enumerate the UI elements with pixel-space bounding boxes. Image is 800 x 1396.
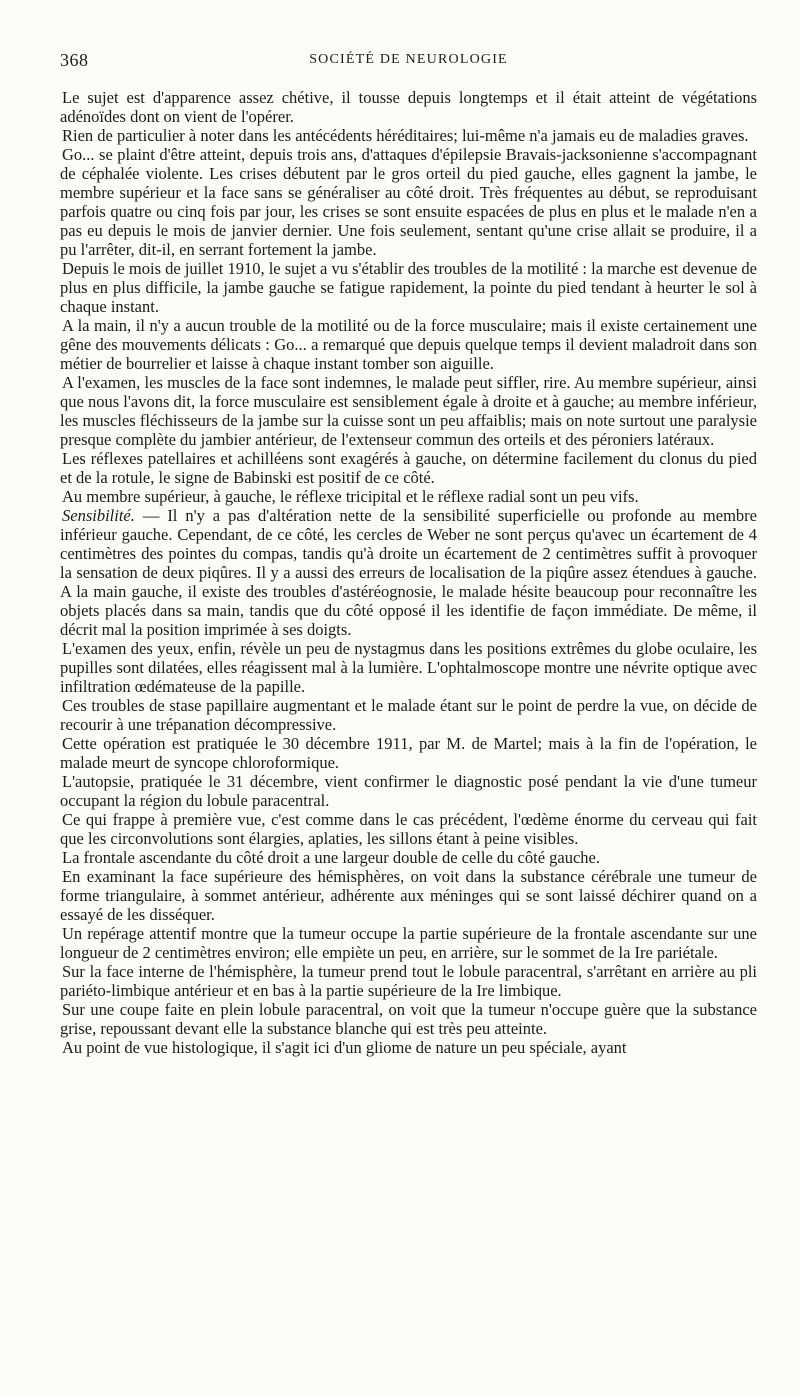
paragraph-14: Ce qui frappe à première vue, c'est comme dans le cas précédent, l'œdème énorme du cerveau qui fait que les circonvolutions sont élargies, aplaties, les sillons étant à peine visibles. (60, 810, 757, 848)
paragraph-20: Au point de vue histologique, il s'agit ici d'un gliome de nature un peu spéciale, ayant (62, 1038, 627, 1057)
paragraph-10: L'examen des yeux, enfin, révèle un peu de nystagmus dans les positions extrêmes du globe oculaire, les pupilles sont dilatées, elles réagissent mal à la lumière. L'ophtalmoscope montre une névrite optique avec infiltration œdémateuse de la papille. (60, 639, 757, 696)
page-header (60, 50, 757, 74)
paragraph-11: Ces troubles de stase papillaire augmentant et le malade étant sur le point de perdre la vue, on décide de recourir à une trépanation décompressive. (60, 696, 757, 734)
paragraph-12: Cette opération est pratiquée le 30 décembre 1911, par M. de Martel; mais à la fin de l'opération, le malade meurt de syncope chloroformique. (60, 734, 757, 772)
paragraph-5: A la main, il n'y a aucun trouble de la motilité ou de la force musculaire; mais il existe certainement une gêne des mouvements délicats : Go... a remarqué que depuis quelque temps il devient maladroit dans son métier de bourrelier et laisse à chaque instant tomber son aiguille. (60, 316, 757, 373)
paragraph-1: Le sujet est d'apparence assez chétive, il tousse depuis longtemps et il était atteint de végétations adénoïdes dont on vient de l'opérer. (60, 88, 757, 126)
paragraph-13: L'autopsie, pratiquée le 31 décembre, vient confirmer le diagnostic posé pendant la vie d'une tumeur occupant la région du lobule paracentral. (60, 772, 757, 810)
paragraph-3: Go... se plaint d'être atteint, depuis trois ans, d'attaques d'épilepsie Bravais-jacksonienne s'accompagnant de céphalée violente. Les crises débutent par le gros orteil du pied gauche, elles gagnent la jambe, le membre supérieur et la face sans se généraliser au côté droit. Très fréquentes au début, se reproduisant parfois quatre ou cinq fois par jour, les crises se sont ensuite espacées de plus en plus et le malade n'en a pas eu depuis le mois de janvier dernier. Une fois seulement, sentant qu'une crise allait se produire, il a pu l'arrêter, dit-il, en serrant fortement la jambe. (60, 145, 757, 259)
paragraph-19: Sur une coupe faite en plein lobule paracentral, on voit que la tumeur n'occupe guère que la substance grise, repoussant devant elle la substance blanche qui est très peu atteinte. (60, 1000, 757, 1038)
sensibilite-text: — Il n'y a pas d'altération nette de la sensibilité superficielle ou profonde au membre inférieur gauche. Cependant, de ce côté, les cercles de Weber ne sont perçus qu'avec un écartement de 4 centimètres des pointes du compas, tandis qu'à droite un écartement de 2 centimètres suffit à provoquer la sensation de deux piqûres. Il y a aussi des erreurs de localisation de la piqûre assez étendues à gauche. A la main gauche, il existe des troubles d'astéréognosie, le malade hésite beaucoup pour reconnaître les objets placés dans sa main, tandis que du côté opposé il les identifie de façon immédiate. De même, il décrit mal la position imprimée à ses doigts. (60, 506, 757, 639)
paragraph-6: A l'examen, les muscles de la face sont indemnes, le malade peut siffler, rire. Au membre supérieur, ainsi que nous l'avons dit, la force musculaire est sensiblement égale à droite et à gauche; au membre inférieur, les muscles fléchisseurs de la jambe sur la cuisse sont un peu affaiblis; mais on note surtout une paralysie presque complète du jambier antérieur, de l'extenseur commun des orteils et des péroniers latéraux. (60, 373, 757, 449)
body-text (60, 88, 757, 1057)
running-title: SOCIÉTÉ DE NEUROLOGIE (309, 52, 508, 67)
paragraph-sensibilite (60, 506, 757, 639)
paragraph-15: La frontale ascendante du côté droit a une largeur double de celle du côté gauche. (62, 848, 600, 867)
page-number: 368 (60, 50, 89, 70)
paragraph-7: Les réflexes patellaires et achilléens sont exagérés à gauche, on détermine facilement du clonus du pied et de la rotule, le signe de Babinski est positif de ce côté. (60, 449, 757, 487)
paragraph-17: Un repérage attentif montre que la tumeur occupe la partie supérieure de la frontale ascendante sur une longueur de 2 centimètres environ; elle empiète un peu, en arrière, sur le sommet de la Ire pariétale. (60, 924, 757, 962)
paragraph-2: Rien de particulier à noter dans les antécédents héréditaires; lui-même n'a jamais eu de maladies graves. (62, 126, 749, 145)
paragraph-16: En examinant la face supérieure des hémisphères, on voit dans la substance cérébrale une tumeur de forme triangulaire, à sommet antérieur, adhérente aux méninges qui se sont laissé déchirer quand on a essayé de les disséquer. (60, 867, 757, 924)
paragraph-18: Sur la face interne de l'hémisphère, la tumeur prend tout le lobule paracentral, s'arrêtant en arrière au pli pariéto-limbique antérieur et en bas à la partie supérieure de la Ire limbique. (60, 962, 757, 1000)
paragraph-8: Au membre supérieur, à gauche, le réflexe tricipital et le réflexe radial sont un peu vifs. (62, 487, 639, 506)
paragraph-4: Depuis le mois de juillet 1910, le sujet a vu s'établir des troubles de la motilité : la marche est devenue de plus en plus difficile, la jambe gauche se fatigue rapidement, la pointe du pied tendant à heurter le sol à chaque instant. (60, 259, 757, 316)
sensibilite-heading: Sensibilité. (62, 506, 135, 525)
